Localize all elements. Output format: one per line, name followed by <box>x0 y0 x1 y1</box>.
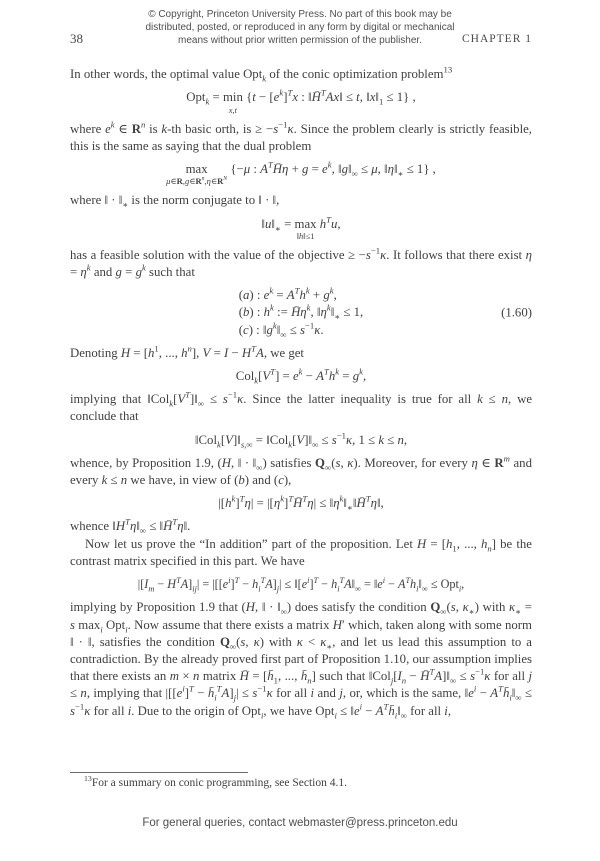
paragraph: Now let us prove the “In addition” part of the proposition. Let $H = [h_1$, ..., $h_n$] be the contrast matrix specified in this part. We have <box>70 536 532 568</box>
equation: max $\mu\in R,g\in R^n,\eta\in R^N$ {−μ : $A^TH̄\eta + g = e^k$, $‖g‖_\infty \le \mu$, $‖\eta‖_∗ \le 1$} , <box>166 159 436 187</box>
footnote-rule <box>70 772 248 773</box>
paragraph: Denoting $H = [h^1$, ..., $h^n$], $V = I - H^TA$, we get <box>70 343 304 360</box>
paragraph: In other words, the optimal value Opt$_k$ of the conic optimization problem$^{13}$ <box>70 64 453 84</box>
equation-lines: (a) : $e^k = A^Th^k + g^k$, (b) : $h^k$ := $H̄\eta^k$, $‖\eta^k‖_∗ \le 1$, (c) : $‖g^k‖_\infty \le s^{-1}\kappa$. <box>238 285 364 340</box>
footnote-text: $^{13}$For a summary on conic programming, see Section 4.1. <box>84 774 347 789</box>
paragraph: where $e^k$ ∈ $R^n$ is k-th basic orth, is ≥ $-s^{-1}\kappa$. Since the problem clearly is strictly feasible, this is the same as saying that the dual problem <box>70 119 532 153</box>
copyright-line-2: distributed, posted, or reproduced in any form by digital or mechanical <box>145 22 455 33</box>
equation: Opt$_k$ = min x,t {$t - [e^k]^Tx$ : ‖H̄$^T$Ax‖ ≤ t, $‖x‖_1 \le 1$} , <box>186 87 416 115</box>
paragraph: implying that $‖Col_k[V^T]‖_\infty \le s^{-1}\kappa$. Since the latter inequality is true for all k ≤ n, we conclude that <box>70 390 533 424</box>
footer-query-text: For general queries, contact webmaster@press.princeton.edu <box>142 817 458 829</box>
paragraph: has a feasible solution with the value of the objective ≥ $-s^{-1}\kappa$. It follows that there exist $\eta = \eta^k$ and $g = g^k$ such that <box>70 245 532 280</box>
paragraph: whence $‖H^T\eta‖_\infty$ ≤ ‖H̄$^T$η‖. <box>70 517 191 537</box>
equation: $‖u‖_∗$ = max ‖h‖≤1 $h^Tu$, <box>261 214 341 241</box>
paragraph: implying by Proposition 1.9 that (H, ‖ · $‖_\infty$) does satisfy the condition $Q_\infty(s$, $\kappa_∗$) with $\kappa_∗ = s$ $\max_i Opt_i$. Now assume that there exists a matrix H′ which, taken along with some norm ‖ · ‖, satisfies the condition $Q_\infty(s$, κ) with $\kappa < \kappa_∗$, and let us lead this assumption to a contradiction. By the already proved first part of Proposition 1.10, our assumption implies that there exists an m × n matrix H̄ = [$h̄_1$, ..., $h̄_n$] such that $‖Col_j[I_n$ − $H̄^TA]‖_\infty \le s^{-1}\kappa$ for all j ≤ n, implying that $|[[e^i]^T$ − $h̄_i^TA]_j| \le s^{-1}\kappa$ for all i and j, or, which is the same, $‖e^i$ − $A^Th̄_i‖_\infty \le s^{-1}\kappa$ for all i. Due to the origin of Opt$_i$, we have $Opt_i \le ‖e^i$ − $A^Th̄_i‖_\infty$ for all i, <box>70 600 532 721</box>
copyright-line-3: means without prior written permission of the publisher. <box>177 35 422 46</box>
equation: $|[h^k]^T\eta|$ = $|[\eta^k]^TH̄^T\eta|$ ≤ $‖\eta^k‖_∗‖H̄^T\eta‖$, <box>218 494 384 513</box>
page-body <box>70 66 532 720</box>
paragraph: whence, by Proposition 1.9, (H, ‖ · $‖_\infty$) satisfies $Q_\infty(s$, κ). Moreover, for every η ∈ $R^m$ and every k ≤ n we have, in view of (b) and (c), <box>70 453 532 488</box>
copyright-line-1: © Copyright, Princeton University Press. No part of this book may be <box>148 9 452 20</box>
equation: $‖Col_k[V]‖_{s,\infty}$ = $‖Col_k[V]‖_\infty \le s^{-1}\kappa$, 1 ≤ k ≤ n, <box>194 430 408 450</box>
numbered-equation <box>70 287 532 339</box>
page-number: 38 <box>70 31 83 46</box>
equation: $|[I_m - H^TA]_{ij}| = |[[e^i]^T - h_i^TA]_j|$ ≤ $‖[e^i]^T$ − $h_i^TA‖_\infty$ = $‖e^i$ − $A^Th_i‖_\infty \le Opt_i$, <box>137 576 465 594</box>
equation-number: (1.60) <box>501 305 532 320</box>
equation: $Col_k[V^T] = e^k - A^Th^k = g^k$, <box>235 366 367 386</box>
chapter-label: CHAPTER 1 <box>461 33 532 45</box>
paragraph: where ‖ · $‖_∗$ is the norm conjugate to ‖ · ‖, <box>70 193 280 210</box>
